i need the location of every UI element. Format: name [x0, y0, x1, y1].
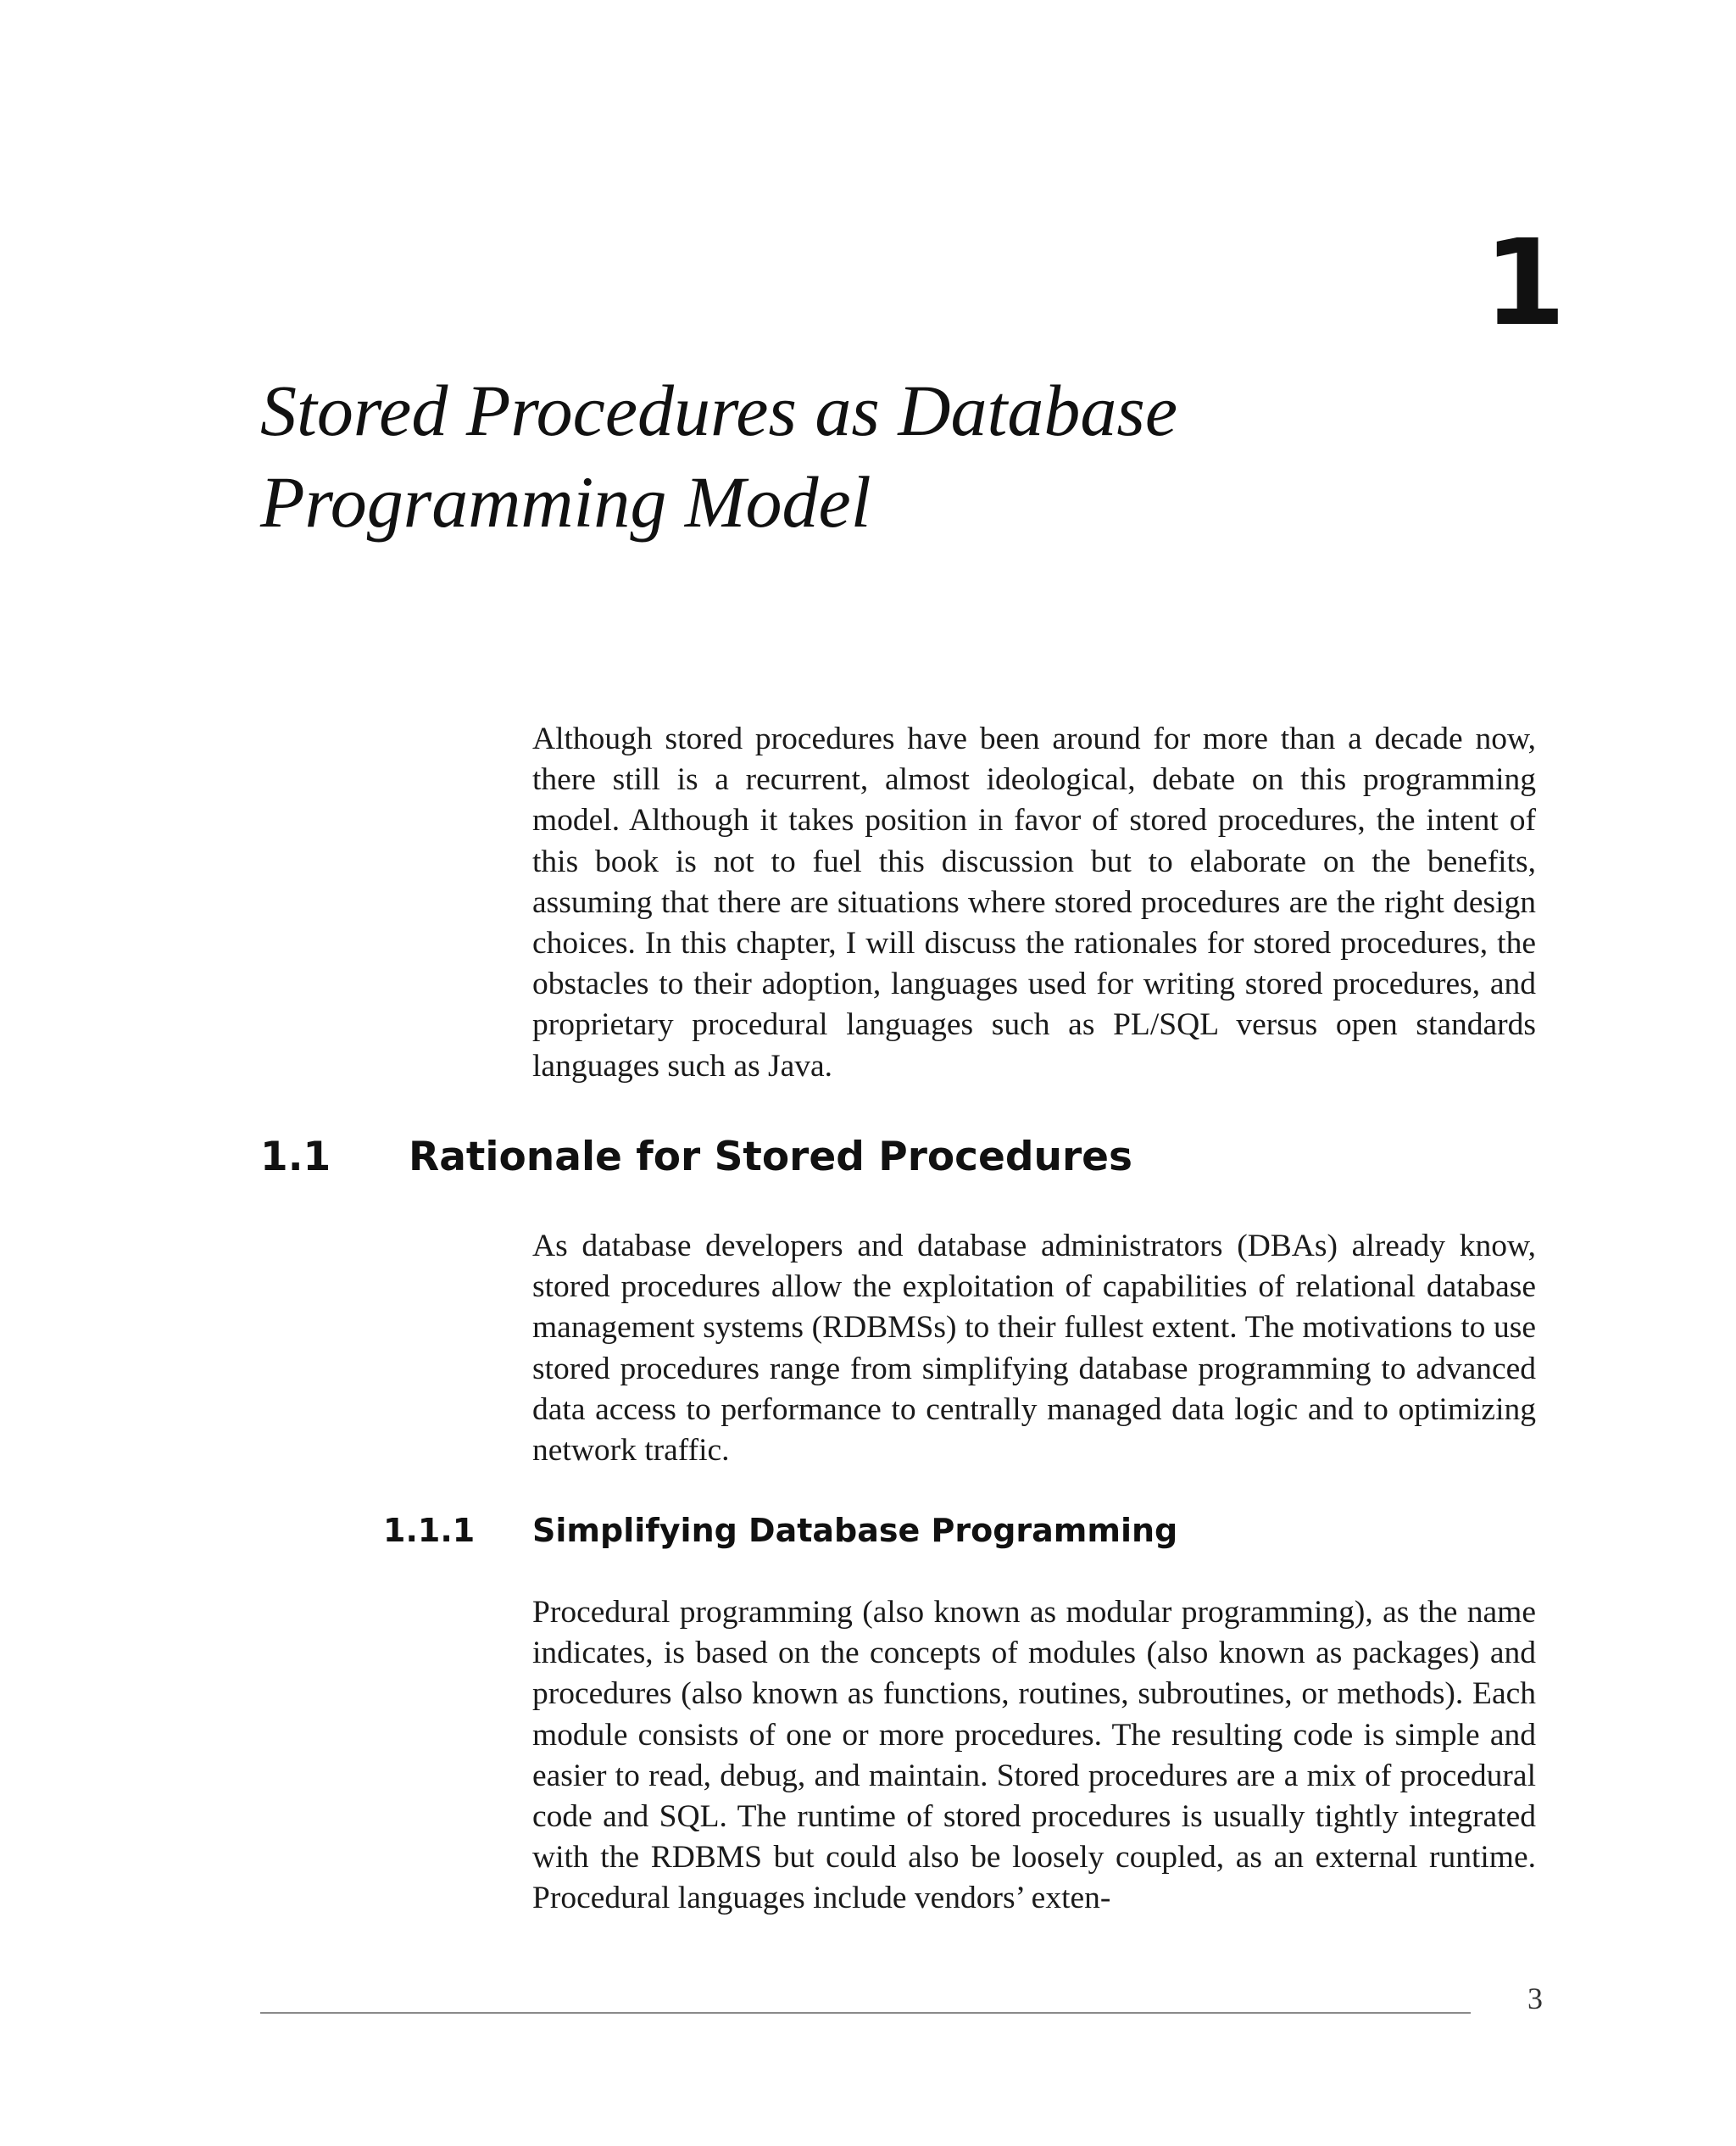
footer-rule: [260, 2012, 1471, 2014]
subsection-title: Simplifying Database Programming: [532, 1512, 1178, 1549]
intro-paragraph: Although stored procedures have been around for more than a decade now, there still is a recurrent, almost ideological, debate on this programming model. Although it takes position in favor of stored procedures, the intent of this book is not to fuel this discussion but to elaborate on the benefits, assuming that there are situations where stored procedures are the right design choices. In this chapter, I will discuss the rationales for stored procedures, the obstacles to their adoption, languages used for writing stored procedures, and proprietary procedural languages such as PL/SQL versus open standards languages such as Java.: [532, 722, 1536, 1084]
chapter-title-line-1: Stored Procedures as Database: [260, 370, 1178, 451]
section-1-1-1-paragraph: Procedural programming (also known as modular programming), as the name indicates, is based on the concepts of modules (also known as packages) and procedures (also known as functions, routines, subroutines, or methods). Each module consists of one or more procedures. The resulting code is simple and easier to read, debug, and maintain. Stored procedures are a mix of procedural code and SQL. The runtime of stored procedures is usually tightly integrated with the RDBMS but could also be loosely coupled, as an external runtime. Procedural languages include vendors’ exten-: [532, 1595, 1536, 1916]
section-title: Rationale for Stored Procedures: [409, 1134, 1133, 1180]
section-number: 1.1: [260, 1134, 331, 1180]
chapter-number: 1: [1483, 215, 1566, 353]
chapter-title-line-2: Programming Model: [260, 461, 871, 543]
subsection-number: 1.1.1: [383, 1512, 476, 1549]
subsection-heading-1-1-1: [383, 1509, 1177, 1552]
section-1-1-paragraph: As database developers and database administrators (DBAs) already know, stored procedures allow the exploitation of capabilities of relational database management systems (RDBMSs) to their fullest extent. The motivations to use stored procedures range from simplifying database programming to advanced data access to performance to centrally managed data logic and to optimizing network traffic.: [532, 1229, 1536, 1469]
section-heading-1-1: [260, 1132, 1132, 1183]
page-number: 3: [1527, 1982, 1543, 2015]
chapter-title: [260, 365, 1532, 548]
